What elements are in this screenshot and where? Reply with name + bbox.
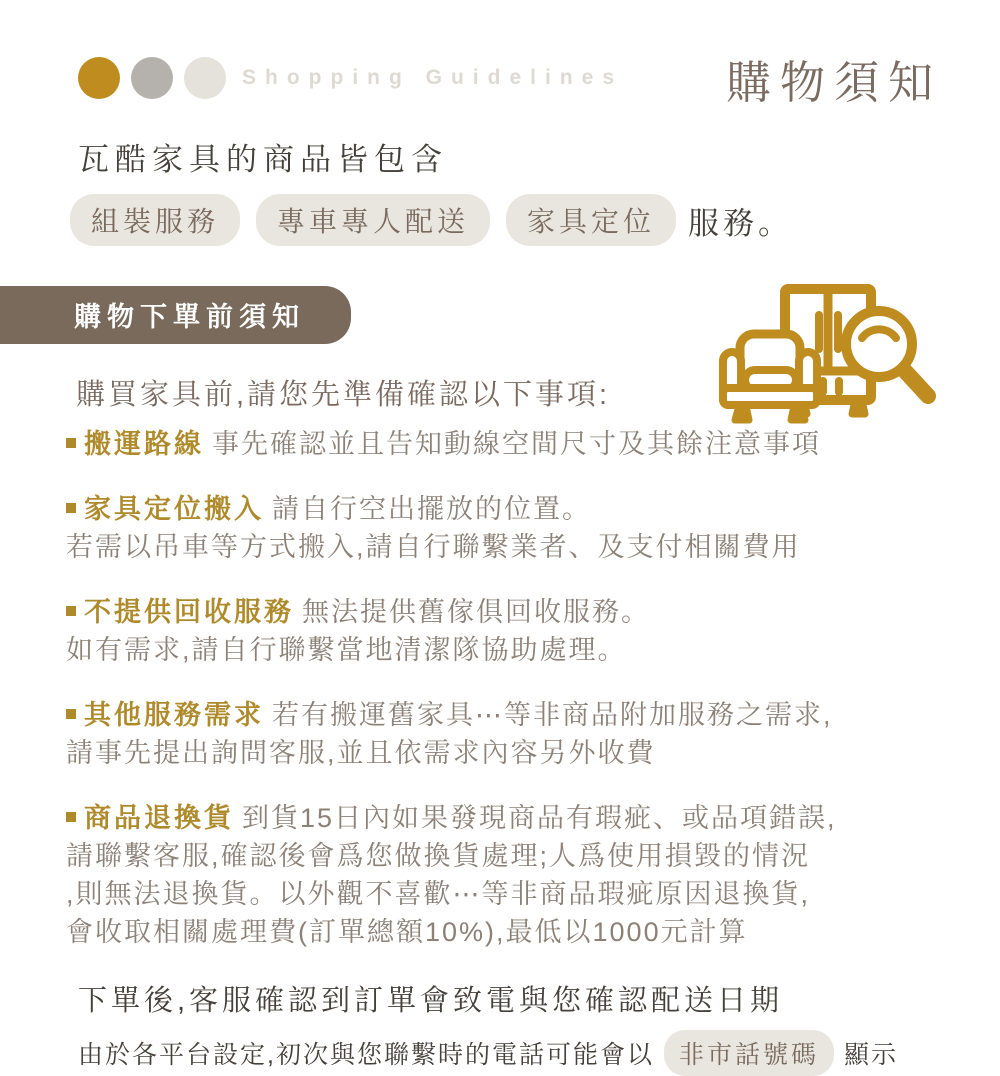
notice-item-title: 其他服務需求 <box>84 700 264 730</box>
dot-light-icon <box>184 57 226 99</box>
dot-gray-icon <box>131 57 173 99</box>
bullet-square-icon <box>66 812 76 822</box>
intro-heading: 瓦酷家具的商品皆包含 <box>78 142 448 177</box>
bullet-square-icon <box>66 503 76 513</box>
notice-item: 搬運路線 事先確認並且告知動線空間尺寸及其餘注意事項 <box>66 425 952 463</box>
furniture-search-icon <box>718 282 936 432</box>
notice-item-title: 家具定位搬入 <box>84 494 264 524</box>
service-badge: 家具定位 <box>506 194 676 246</box>
notice-item-title: 商品退換貨 <box>84 803 234 833</box>
notice-item: 家具定位搬入 請自行空出擺放的位置。 若需以吊車等方式搬入,請自行聯繫業者、及支付相關費用 <box>66 494 801 562</box>
service-badges <box>70 194 676 246</box>
footer-heading: 下單後,客服確認到訂單會致電與您確認配送日期 <box>78 985 784 1017</box>
page-title: 購物須知 <box>725 56 942 108</box>
notice-item: 不提供回收服務 無法提供舊傢俱回收服務。 如有需求,請自行聯繫當地清潔隊協助處理。 <box>66 597 650 665</box>
phone-badge: 非市話號碼 <box>664 1030 834 1076</box>
notice-list <box>66 425 952 951</box>
header <box>78 52 942 108</box>
shopping-guidelines-label: Shopping Guidelines <box>242 66 623 89</box>
service-badge: 組裝服務 <box>70 194 240 246</box>
service-badges-row <box>70 194 1000 246</box>
dot-gold-icon <box>78 57 120 99</box>
pre-order-banner: 購物下單前須知 <box>0 286 351 344</box>
bullet-square-icon <box>66 709 76 719</box>
notice-item-title: 搬運路線 <box>84 429 204 459</box>
service-badge: 專車專人配送 <box>256 194 490 246</box>
shopping-guidelines-page <box>0 52 1000 1069</box>
bullet-square-icon <box>66 606 76 616</box>
footer-note-prefix: 由於各平台設定,初次與您聯繫時的電話可能會以 <box>78 1041 654 1069</box>
notice-item-title: 不提供回收服務 <box>84 597 294 627</box>
header-dots <box>78 57 226 99</box>
footer-note-suffix: 顯示 <box>843 1041 898 1069</box>
notice-item: 其他服務需求 若有搬運舊家具⋯等非商品附加服務之需求, 請事先提出詢問客服,並且依需求內容另外收費 <box>66 700 833 768</box>
prepare-note: 購買家具前,請您先準備確認以下事項: <box>76 379 611 411</box>
footer-note <box>78 1030 1000 1076</box>
badges-suffix: 服務。 <box>688 205 794 241</box>
bullet-square-icon <box>66 438 76 448</box>
notice-item: 商品退換貨 到貨15日內如果發現商品有瑕疵、或品項錯誤, 請聯繫客服,確認後會爲您做換貨處理;人爲使用損毀的情況 ,則無法退換貨。以外觀不喜歡⋯等非商品瑕疵原因退換貨, 會收取相關處理費(訂單總額10%),最低以1000元計算 <box>66 803 837 947</box>
